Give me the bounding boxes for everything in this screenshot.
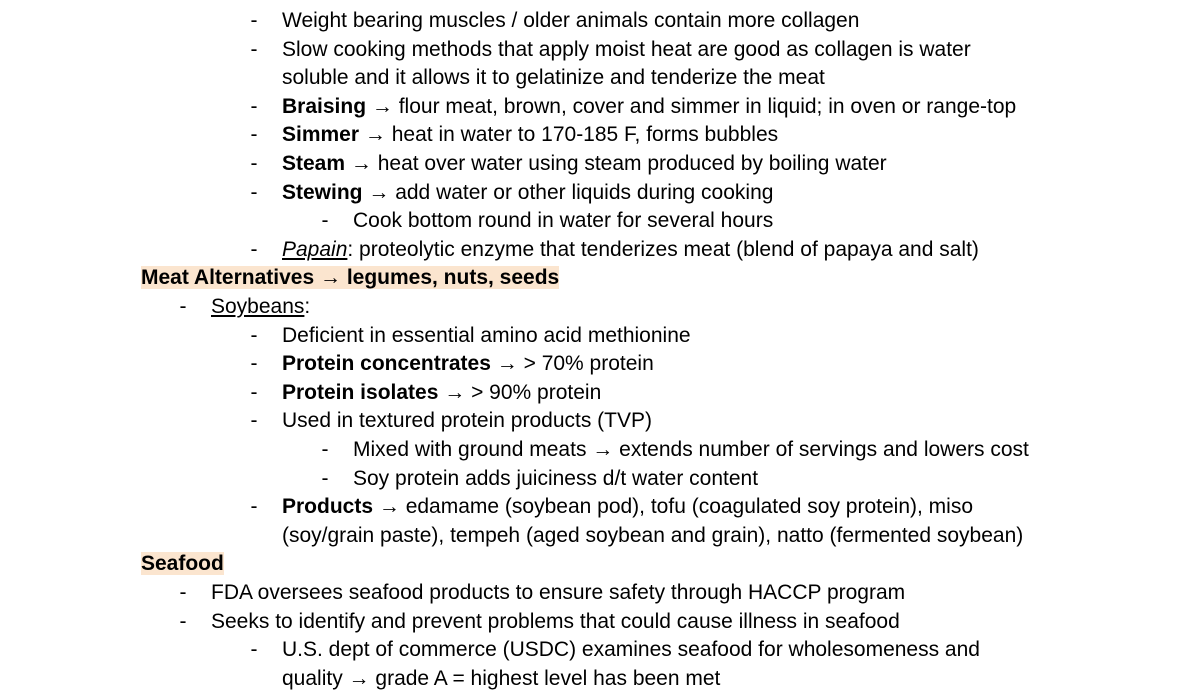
- colon: :: [304, 295, 311, 318]
- term-underlined: Soybeans: [211, 295, 305, 318]
- list-item-text: Used in textured protein products (TVP): [282, 409, 653, 433]
- arrow-icon: →: [319, 266, 341, 290]
- term-bold: Braising: [282, 94, 367, 118]
- bullet-dash: -: [321, 466, 329, 490]
- definition-text: > 90% protein: [471, 380, 602, 404]
- term-bold: Protein isolates: [282, 380, 439, 404]
- bullet-dash: -: [250, 9, 258, 32]
- definition-text: > 70% protein: [523, 352, 654, 376]
- term-bold: Protein concentrates: [282, 352, 491, 376]
- list-item-text: Cook bottom round in water for several hours: [353, 209, 774, 233]
- list-item-text: FDA oversees seafood products to ensure safety through HACCP program: [211, 581, 906, 604]
- list-item-text: Deficient in essential amino acid methionine: [282, 323, 691, 347]
- list-item-text: Soy protein adds juiciness d/t water content: [353, 466, 759, 490]
- arrow-icon: →: [368, 180, 390, 204]
- term-bold: Stewing: [282, 180, 363, 204]
- definition-text: heat in water to 170-185 F, forms bubbles: [391, 123, 779, 147]
- definition-text: add water or other liquids during cooking: [395, 180, 774, 204]
- bullet-dash: -: [250, 37, 258, 61]
- bullet-dash: -: [250, 380, 258, 404]
- definition-text: extends number of servings and lowers cost: [619, 438, 1029, 461]
- bullet-dash: -: [250, 152, 258, 175]
- bullet-dash: -: [179, 581, 187, 604]
- bullet-dash: -: [250, 495, 258, 519]
- arrow-icon: →: [444, 380, 466, 404]
- section-heading: [141, 264, 559, 293]
- heading-text: Seafood: [141, 552, 224, 576]
- bullet-dash: -: [179, 609, 187, 633]
- list-item-text: Slow cooking methods that apply moist heat are good as collagen is water: [282, 37, 971, 61]
- bullet-dash: -: [250, 409, 258, 433]
- heading-text: Meat Alternatives: [141, 266, 315, 290]
- definition-text: edamame (soybean pod), tofu (coagulated soy protein), miso: [405, 495, 974, 519]
- bullet-dash: -: [179, 295, 187, 318]
- bullet-dash: -: [250, 638, 258, 662]
- bullet-dash: -: [250, 323, 258, 347]
- bullet-dash: -: [250, 352, 258, 376]
- bullet-dash: -: [250, 94, 258, 118]
- section-heading: [141, 550, 224, 579]
- lead-text: quality: [282, 666, 343, 690]
- definition-text: heat over water using steam produced by boiling water: [377, 152, 887, 175]
- arrow-icon: →: [371, 94, 393, 118]
- arrow-icon: →: [348, 666, 370, 690]
- lead-text: Mixed with ground meats: [353, 438, 587, 461]
- heading-subtext: legumes, nuts, seeds: [346, 266, 560, 290]
- term-bold: Products: [282, 495, 374, 519]
- term-bold: Steam: [282, 152, 346, 175]
- definition-text: : proteolytic enzyme that tenderizes meat (blend of papaya and salt): [347, 237, 979, 261]
- bullet-dash: -: [250, 180, 258, 204]
- bullet-dash: -: [321, 209, 329, 233]
- bullet-dash: -: [250, 123, 258, 147]
- arrow-icon: →: [378, 495, 400, 519]
- definition-text: flour meat, brown, cover and simmer in liquid; in oven or range-top: [398, 94, 1017, 118]
- list-item-text: Seeks to identify and prevent problems that could cause illness in seafood: [211, 609, 900, 633]
- term-bold: Simmer: [282, 123, 360, 147]
- list-item-text: U.S. dept of commerce (USDC) examines seafood for wholesomeness and: [282, 638, 980, 662]
- list-item-continuation: (soy/grain paste), tempeh (aged soybean and grain), natto (fermented soybean): [282, 523, 1024, 547]
- list-item-continuation: [282, 665, 720, 694]
- bullet-dash: -: [321, 438, 329, 461]
- arrow-icon: →: [592, 438, 614, 461]
- arrow-icon: →: [350, 152, 372, 175]
- bullet-dash: -: [250, 237, 258, 261]
- arrow-icon: →: [364, 123, 386, 147]
- list-item-continuation: soluble and it allows it to gelatinize and tenderize the meat: [282, 66, 825, 90]
- term-italic: Papain: [282, 237, 348, 261]
- definition-text: grade A = highest level has been met: [375, 666, 721, 690]
- arrow-icon: →: [496, 352, 518, 376]
- list-item-text: Weight bearing muscles / older animals contain more collagen: [282, 9, 860, 32]
